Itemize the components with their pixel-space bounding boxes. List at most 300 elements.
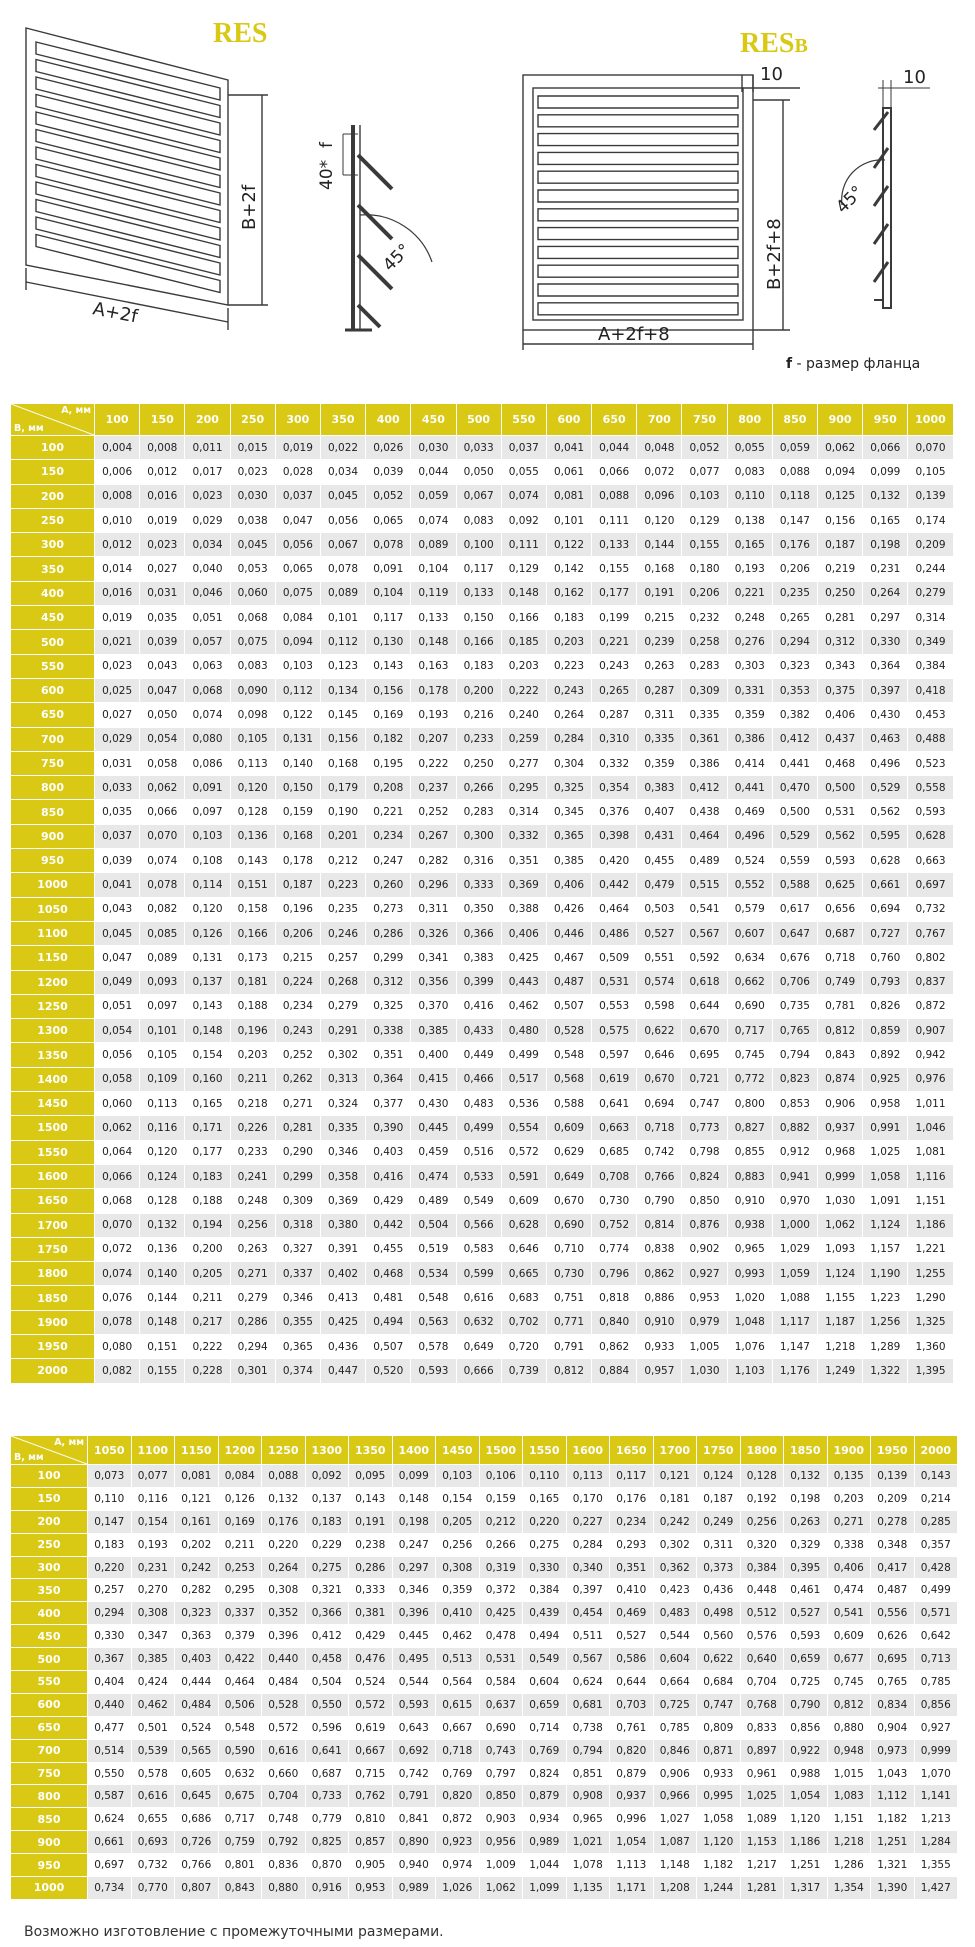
table-cell: 1,427 xyxy=(915,1877,958,1899)
table-cell: 0,183 xyxy=(306,1511,349,1533)
table-cell: 0,308 xyxy=(436,1557,479,1579)
table-cell: 0,351 xyxy=(366,1043,410,1066)
table-cell: 0,441 xyxy=(773,752,817,775)
table-cell: 0,927 xyxy=(915,1717,958,1739)
table-row xyxy=(11,1214,953,1237)
res-louver-slat xyxy=(36,77,220,135)
table-row xyxy=(11,1238,953,1261)
table-cell: 0,162 xyxy=(547,582,591,605)
table-cell: 0,973 xyxy=(871,1740,914,1762)
table-cell: 0,177 xyxy=(185,1141,229,1164)
table-cell: 0,240 xyxy=(502,703,546,726)
res-angle-label: 45° xyxy=(379,240,415,276)
table-cell: 0,717 xyxy=(219,1808,262,1830)
table-cell: 0,271 xyxy=(276,1092,320,1115)
table-cell: 0,593 xyxy=(393,1694,436,1716)
table-cell: 0,077 xyxy=(132,1465,175,1487)
table-cell: 0,027 xyxy=(95,703,139,726)
table-cell: 0,105 xyxy=(908,460,952,483)
table-cell: 0,096 xyxy=(637,485,681,508)
resb-flange-label: 10 xyxy=(760,64,783,85)
table-cell: 0,527 xyxy=(637,922,681,945)
table-cell: 0,327 xyxy=(276,1238,320,1261)
table-cell: 0,524 xyxy=(349,1671,392,1693)
table-cell: 0,825 xyxy=(306,1831,349,1853)
table-cell: 1,093 xyxy=(818,1238,862,1261)
table-cell: 0,058 xyxy=(140,752,184,775)
table-cell: 0,302 xyxy=(654,1534,697,1556)
table-cell: 0,396 xyxy=(393,1602,436,1624)
table-cell: 0,235 xyxy=(321,898,365,921)
table-cell: 0,282 xyxy=(411,849,455,872)
table-cell: 0,927 xyxy=(682,1262,726,1285)
table-cell: 0,999 xyxy=(818,1165,862,1188)
table-cell: 0,012 xyxy=(140,460,184,483)
table-cell: 0,527 xyxy=(610,1625,653,1647)
table-cell: 0,948 xyxy=(828,1740,871,1762)
table-cell: 0,442 xyxy=(366,1214,410,1237)
row-header: 1450 xyxy=(11,1092,94,1115)
table-cell: 0,187 xyxy=(818,533,862,556)
table-cell: 0,643 xyxy=(393,1717,436,1739)
table-cell: 0,140 xyxy=(276,752,320,775)
table-cell: 0,467 xyxy=(547,946,591,969)
row-header: 1000 xyxy=(11,1877,87,1899)
res-louver-slat xyxy=(36,147,220,205)
table-cell: 0,905 xyxy=(349,1854,392,1876)
column-header: 2000 xyxy=(915,1436,958,1464)
table-cell: 0,200 xyxy=(457,679,501,702)
table-cell: 0,563 xyxy=(411,1311,455,1334)
table-row xyxy=(11,1262,953,1285)
table-cell: 0,097 xyxy=(185,800,229,823)
table-cell: 0,599 xyxy=(457,1262,501,1285)
table-cell: 0,181 xyxy=(231,971,275,994)
table-cell: 0,365 xyxy=(547,825,591,848)
table-cell: 0,185 xyxy=(502,630,546,653)
table-cell: 0,605 xyxy=(175,1763,218,1785)
table-cell: 0,193 xyxy=(411,703,455,726)
table-cell: 0,413 xyxy=(321,1286,365,1309)
column-header: 1250 xyxy=(262,1436,305,1464)
corner-b-label: В, мм xyxy=(14,423,44,434)
table-cell: 0,976 xyxy=(908,1068,952,1091)
table-cell: 0,201 xyxy=(321,825,365,848)
table-cell: 0,165 xyxy=(728,533,772,556)
table-cell: 1,054 xyxy=(610,1831,653,1853)
table-cell: 0,143 xyxy=(366,655,410,678)
table-cell: 0,892 xyxy=(863,1043,907,1066)
table-cell: 1,009 xyxy=(480,1854,523,1876)
table-cell: 0,035 xyxy=(140,606,184,629)
column-header: 1000 xyxy=(908,404,952,435)
table-cell: 0,188 xyxy=(231,995,275,1018)
table-cell: 0,846 xyxy=(654,1740,697,1762)
table-cell: 0,429 xyxy=(366,1189,410,1212)
table-cell: 0,410 xyxy=(436,1602,479,1624)
table-cell: 0,169 xyxy=(219,1511,262,1533)
table-cell: 0,466 xyxy=(457,1068,501,1091)
table-cell: 0,418 xyxy=(908,679,952,702)
table-cell: 0,479 xyxy=(637,873,681,896)
table-corner xyxy=(11,404,94,435)
table-cell: 0,412 xyxy=(306,1625,349,1647)
table-cell: 0,143 xyxy=(915,1465,958,1487)
table-cell: 0,380 xyxy=(321,1214,365,1237)
table-cell: 1,141 xyxy=(915,1785,958,1807)
table-cell: 0,165 xyxy=(185,1092,229,1115)
table-cell: 1,070 xyxy=(915,1763,958,1785)
table-cell: 0,702 xyxy=(502,1311,546,1334)
table-cell: 0,742 xyxy=(393,1763,436,1785)
resb-louver-slat xyxy=(538,152,738,164)
table-cell: 0,101 xyxy=(140,1019,184,1042)
table-cell: 0,933 xyxy=(637,1335,681,1358)
row-header: 650 xyxy=(11,1717,87,1739)
table-cell: 0,995 xyxy=(697,1785,740,1807)
table-cell: 0,766 xyxy=(637,1165,681,1188)
table-cell: 0,507 xyxy=(547,995,591,1018)
table-cell: 0,879 xyxy=(610,1763,653,1785)
table-cell: 0,209 xyxy=(871,1488,914,1510)
row-header: 1300 xyxy=(11,1019,94,1042)
table-cell: 0,220 xyxy=(262,1534,305,1556)
table-cell: 0,690 xyxy=(547,1214,591,1237)
table-cell: 0,103 xyxy=(276,655,320,678)
table-cell: 0,183 xyxy=(547,606,591,629)
table-cell: 0,386 xyxy=(682,752,726,775)
table-cell: 0,278 xyxy=(871,1511,914,1533)
table-cell: 0,068 xyxy=(231,606,275,629)
table-row xyxy=(11,1359,953,1382)
table-cell: 0,353 xyxy=(773,679,817,702)
table-cell: 0,590 xyxy=(219,1740,262,1762)
table-cell: 0,560 xyxy=(697,1625,740,1647)
table-cell: 0,333 xyxy=(349,1579,392,1601)
table-cell: 0,575 xyxy=(592,1019,636,1042)
table-cell: 0,477 xyxy=(88,1717,131,1739)
row-header: 750 xyxy=(11,752,94,775)
table-cell: 0,646 xyxy=(502,1238,546,1261)
table-cell: 0,156 xyxy=(366,679,410,702)
table-cell: 0,193 xyxy=(728,557,772,580)
table-cell: 0,366 xyxy=(306,1602,349,1624)
table-cell: 0,769 xyxy=(523,1740,566,1762)
row-header: 800 xyxy=(11,1785,87,1807)
table-cell: 0,872 xyxy=(908,995,952,1018)
table-cell: 0,474 xyxy=(828,1579,871,1601)
table-row xyxy=(11,922,953,945)
table-cell: 0,415 xyxy=(411,1068,455,1091)
legend-text: - размер фланца xyxy=(792,356,921,372)
table-cell: 0,499 xyxy=(457,1116,501,1139)
table-cell: 0,404 xyxy=(88,1671,131,1693)
table-cell: 0,158 xyxy=(231,898,275,921)
table-cell: 0,373 xyxy=(697,1557,740,1579)
table-cell: 0,017 xyxy=(185,460,229,483)
table-cell: 0,109 xyxy=(140,1068,184,1091)
table-cell: 0,154 xyxy=(185,1043,229,1066)
table-cell: 0,160 xyxy=(185,1068,229,1091)
table-cell: 0,624 xyxy=(567,1671,610,1693)
table-cell: 0,223 xyxy=(547,655,591,678)
table-cell: 0,311 xyxy=(637,703,681,726)
table-cell: 0,124 xyxy=(140,1165,184,1188)
table-cell: 0,391 xyxy=(321,1238,365,1261)
table-cell: 0,021 xyxy=(95,630,139,653)
table-cell: 0,961 xyxy=(741,1763,784,1785)
table-cell: 0,105 xyxy=(140,1043,184,1066)
table-cell: 0,484 xyxy=(262,1671,305,1693)
table-cell: 0,227 xyxy=(567,1511,610,1533)
table-cell: 0,090 xyxy=(231,679,275,702)
table-cell: 1,120 xyxy=(784,1808,827,1830)
table-cell: 0,142 xyxy=(547,557,591,580)
table-cell: 0,704 xyxy=(262,1785,305,1807)
row-header: 550 xyxy=(11,655,94,678)
table-cell: 0,200 xyxy=(185,1238,229,1261)
table-row xyxy=(11,1488,957,1510)
table-cell: 0,148 xyxy=(140,1311,184,1334)
table-cell: 0,128 xyxy=(741,1465,784,1487)
table-cell: 0,144 xyxy=(637,533,681,556)
table-cell: 0,489 xyxy=(411,1189,455,1212)
table-cell: 0,044 xyxy=(592,436,636,459)
table-cell: 0,566 xyxy=(457,1214,501,1237)
table-cell: 0,862 xyxy=(592,1335,636,1358)
table-cell: 0,260 xyxy=(366,873,410,896)
table-cell: 0,117 xyxy=(457,557,501,580)
column-header: 1800 xyxy=(741,1436,784,1464)
table-cell: 0,694 xyxy=(863,898,907,921)
table-cell: 0,052 xyxy=(682,436,726,459)
table-cell: 0,055 xyxy=(502,460,546,483)
table-cell: 0,664 xyxy=(654,1671,697,1693)
table-cell: 0,092 xyxy=(306,1465,349,1487)
table-cell: 0,023 xyxy=(140,533,184,556)
row-header: 1950 xyxy=(11,1335,94,1358)
table-cell: 0,670 xyxy=(682,1019,726,1042)
table-cell: 0,297 xyxy=(393,1557,436,1579)
table-cell: 0,810 xyxy=(349,1808,392,1830)
table-cell: 0,721 xyxy=(682,1068,726,1091)
row-header: 1400 xyxy=(11,1068,94,1091)
table-cell: 0,287 xyxy=(592,703,636,726)
table-cell: 1,015 xyxy=(828,1763,871,1785)
table-cell: 0,735 xyxy=(773,995,817,1018)
table-cell: 0,211 xyxy=(185,1286,229,1309)
table-cell: 0,030 xyxy=(411,436,455,459)
table-cell: 0,267 xyxy=(411,825,455,848)
table-cell: 0,355 xyxy=(276,1311,320,1334)
table-cell: 0,765 xyxy=(773,1019,817,1042)
table-cell: 0,136 xyxy=(231,825,275,848)
table-cell: 0,083 xyxy=(231,655,275,678)
table-cell: 0,128 xyxy=(231,800,275,823)
table-cell: 0,904 xyxy=(871,1717,914,1739)
table-cell: 0,056 xyxy=(321,509,365,532)
row-header: 850 xyxy=(11,800,94,823)
table-cell: 0,593 xyxy=(818,849,862,872)
table-cell: 0,796 xyxy=(592,1262,636,1285)
column-header: 1400 xyxy=(393,1436,436,1464)
table-cell: 0,429 xyxy=(349,1625,392,1647)
table-cell: 0,988 xyxy=(784,1763,827,1785)
table-cell: 0,364 xyxy=(366,1068,410,1091)
table-row xyxy=(11,1557,957,1579)
table-cell: 0,075 xyxy=(231,630,275,653)
table-cell: 1,088 xyxy=(773,1286,817,1309)
table-cell: 0,244 xyxy=(908,557,952,580)
table-cell: 1,076 xyxy=(728,1335,772,1358)
table-cell: 1,112 xyxy=(871,1785,914,1807)
table-cell: 1,011 xyxy=(908,1092,952,1115)
table-cell: 0,033 xyxy=(457,436,501,459)
table-cell: 0,121 xyxy=(654,1465,697,1487)
table-cell: 0,206 xyxy=(682,582,726,605)
table-cell: 0,519 xyxy=(411,1238,455,1261)
table-cell: 0,212 xyxy=(480,1511,523,1533)
table-cell: 0,037 xyxy=(95,825,139,848)
resb-title xyxy=(740,28,808,59)
table-cell: 0,617 xyxy=(773,898,817,921)
table-cell: 1,147 xyxy=(773,1335,817,1358)
table-cell: 0,790 xyxy=(637,1189,681,1212)
table-cell: 0,219 xyxy=(818,557,862,580)
table-cell: 0,554 xyxy=(502,1116,546,1139)
table-cell: 1,120 xyxy=(697,1831,740,1853)
table-cell: 0,284 xyxy=(567,1534,610,1556)
table-cell: 0,553 xyxy=(592,995,636,1018)
legend-f: f xyxy=(786,356,793,372)
table-row xyxy=(11,557,953,580)
table-cell: 0,440 xyxy=(88,1694,131,1716)
table-cell: 0,583 xyxy=(457,1238,501,1261)
table-cell: 0,066 xyxy=(140,800,184,823)
table-cell: 0,550 xyxy=(88,1763,131,1785)
table-cell: 0,129 xyxy=(682,509,726,532)
table-cell: 0,619 xyxy=(592,1068,636,1091)
table-cell: 0,331 xyxy=(728,679,772,702)
table-cell: 0,023 xyxy=(185,485,229,508)
table-cell: 0,300 xyxy=(457,825,501,848)
table-cell: 0,384 xyxy=(741,1557,784,1579)
table-cell: 0,989 xyxy=(523,1831,566,1853)
table-cell: 0,191 xyxy=(637,582,681,605)
table-cell: 0,329 xyxy=(784,1534,827,1556)
table-row xyxy=(11,1785,957,1807)
table-cell: 0,019 xyxy=(276,436,320,459)
res-louver-slat xyxy=(36,112,220,170)
table-cell: 0,262 xyxy=(276,1068,320,1091)
table-cell: 0,403 xyxy=(175,1648,218,1670)
table-cell: 0,377 xyxy=(366,1092,410,1115)
table-cell: 1,043 xyxy=(871,1763,914,1785)
table-cell: 0,890 xyxy=(393,1831,436,1853)
table-cell: 1,046 xyxy=(908,1116,952,1139)
table-row xyxy=(11,460,953,483)
table-cell: 0,188 xyxy=(185,1189,229,1212)
row-header: 100 xyxy=(11,436,94,459)
table-cell: 0,738 xyxy=(567,1717,610,1739)
table-cell: 0,675 xyxy=(219,1785,262,1807)
table-cell: 0,807 xyxy=(175,1877,218,1899)
column-header: 1750 xyxy=(697,1436,740,1464)
table-cell: 0,446 xyxy=(547,922,591,945)
table-cell: 0,483 xyxy=(457,1092,501,1115)
table-cell: 0,061 xyxy=(547,460,591,483)
table-cell: 0,629 xyxy=(547,1141,591,1164)
table-cell: 0,565 xyxy=(175,1740,218,1762)
column-header: 850 xyxy=(773,404,817,435)
table-cell: 0,385 xyxy=(547,849,591,872)
table-cell: 0,715 xyxy=(349,1763,392,1785)
table-cell: 0,820 xyxy=(436,1785,479,1807)
table-cell: 0,247 xyxy=(393,1534,436,1556)
table-cell: 0,205 xyxy=(436,1511,479,1533)
table-cell: 1,322 xyxy=(863,1359,907,1382)
table-cell: 0,957 xyxy=(637,1359,681,1382)
table-cell: 0,137 xyxy=(185,971,229,994)
table-cell: 0,301 xyxy=(231,1359,275,1382)
table-cell: 0,209 xyxy=(908,533,952,556)
table-cell: 0,726 xyxy=(175,1831,218,1853)
table-cell: 0,019 xyxy=(140,509,184,532)
row-header: 800 xyxy=(11,776,94,799)
table-cell: 0,453 xyxy=(908,703,952,726)
table-cell: 0,066 xyxy=(95,1165,139,1188)
table-cell: 0,263 xyxy=(231,1238,275,1261)
table-cell: 0,833 xyxy=(741,1717,784,1739)
table-cell: 0,104 xyxy=(366,582,410,605)
table-cell: 0,137 xyxy=(306,1488,349,1510)
table-cell: 0,150 xyxy=(276,776,320,799)
table-cell: 0,412 xyxy=(682,776,726,799)
table-cell: 0,781 xyxy=(818,995,862,1018)
table-cell: 0,641 xyxy=(592,1092,636,1115)
table-cell: 0,558 xyxy=(908,776,952,799)
table-cell: 1,020 xyxy=(728,1286,772,1309)
table-cell: 0,548 xyxy=(219,1717,262,1739)
table-cell: 0,136 xyxy=(140,1238,184,1261)
table-cell: 1,030 xyxy=(682,1359,726,1382)
table-cell: 0,070 xyxy=(140,825,184,848)
table-cell: 0,871 xyxy=(697,1740,740,1762)
table-cell: 0,749 xyxy=(818,971,862,994)
table-cell: 0,351 xyxy=(502,849,546,872)
res-louver-slat xyxy=(36,217,220,275)
table-cell: 0,089 xyxy=(140,946,184,969)
table-cell: 0,447 xyxy=(321,1359,365,1382)
table-cell: 0,910 xyxy=(728,1189,772,1212)
table-cell: 0,084 xyxy=(219,1465,262,1487)
table-cell: 0,359 xyxy=(728,703,772,726)
table-cell: 0,798 xyxy=(682,1141,726,1164)
table-cell: 0,104 xyxy=(411,557,455,580)
column-header: 200 xyxy=(185,404,229,435)
table-cell: 1,251 xyxy=(871,1831,914,1853)
res-width-label: A+2f xyxy=(91,298,140,328)
table-cell: 0,366 xyxy=(457,922,501,945)
table-cell: 0,047 xyxy=(276,509,320,532)
table-cell: 0,316 xyxy=(457,849,501,872)
table-cell: 0,925 xyxy=(863,1068,907,1091)
table-cell: 0,101 xyxy=(547,509,591,532)
table-cell: 0,208 xyxy=(366,776,410,799)
table-cell: 0,622 xyxy=(637,1019,681,1042)
table-cell: 0,133 xyxy=(411,606,455,629)
table-cell: 0,159 xyxy=(276,800,320,823)
